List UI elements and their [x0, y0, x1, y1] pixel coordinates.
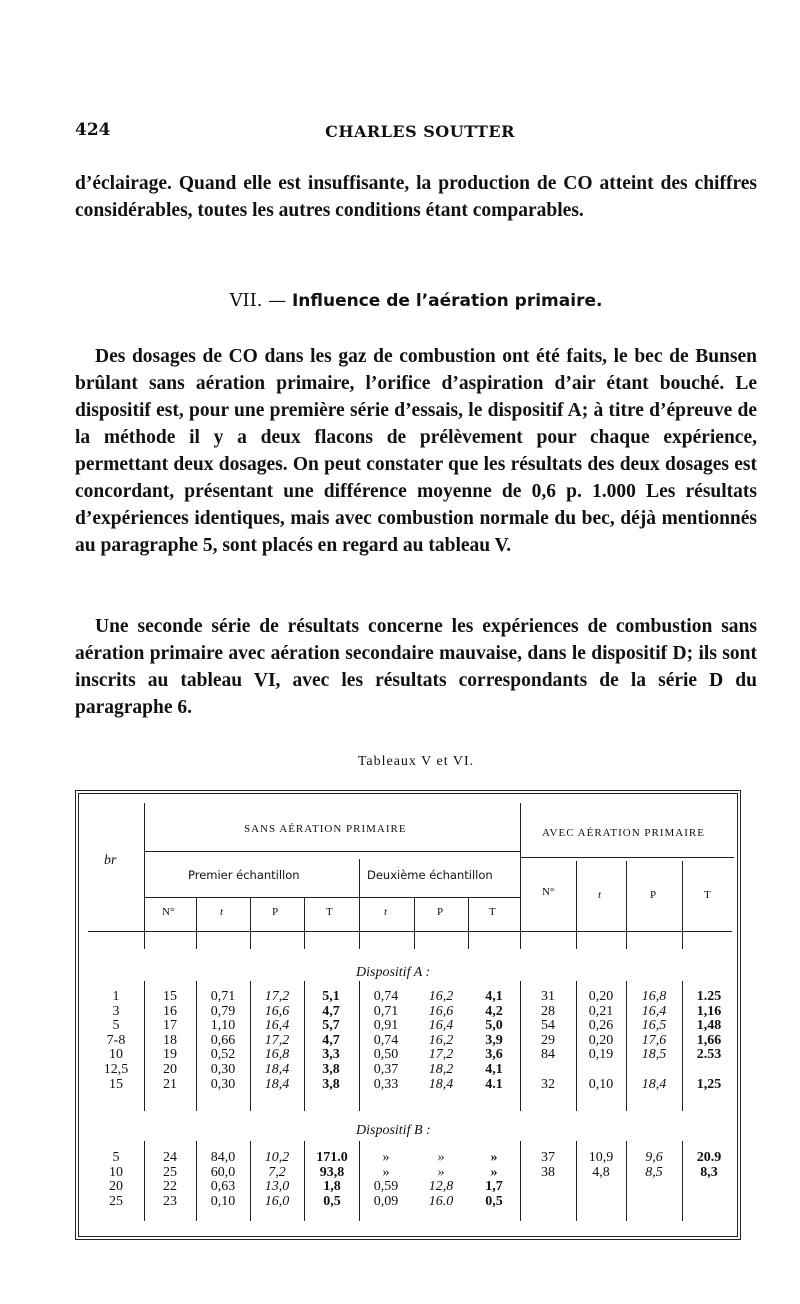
rule-e3 [304, 1141, 305, 1221]
cell: 2.53 [696, 1047, 722, 1063]
col-b-t2 [363, 1151, 409, 1209]
cell: 0,26 [588, 1018, 614, 1034]
rule-d5 [520, 981, 521, 1111]
col-a-T3 [686, 990, 732, 1092]
rule-d7 [626, 981, 627, 1111]
col-b-T2 [472, 1151, 516, 1209]
cell: 0,59 [373, 1179, 399, 1195]
cell: 17,6 [641, 1032, 667, 1048]
cell: 3,8 [322, 1076, 340, 1092]
header-t-1: t [220, 906, 224, 918]
rule-h4 [414, 897, 415, 949]
cell: 16,2 [428, 989, 454, 1004]
cell: 5,7 [322, 1018, 340, 1034]
cell: 5 [112, 1018, 120, 1034]
rule-d3 [304, 981, 305, 1111]
rule-e6 [576, 1141, 577, 1221]
paragraph-3 [75, 613, 757, 721]
col-a-p3 [630, 990, 678, 1092]
col-a-no [150, 990, 190, 1092]
cell: 25 [163, 1164, 177, 1180]
cell: 16,6 [264, 1003, 290, 1019]
header-deuxieme: Deuxième échantillon [367, 868, 493, 882]
rule-h8 [682, 861, 683, 949]
rule-e0 [144, 1141, 145, 1221]
cell: 0,66 [210, 1032, 236, 1048]
col-a-T2 [472, 990, 516, 1092]
cell: 16,8 [641, 989, 667, 1004]
cell: 4,1 [485, 1061, 503, 1077]
cell: 4,8 [592, 1164, 610, 1180]
paragraph-1 [75, 170, 757, 224]
header-T-1: T [326, 906, 333, 918]
cell: 16 [163, 1003, 177, 1019]
header-sans-aeration: SANS AÉRATION PRIMAIRE [244, 823, 407, 835]
cell: 29 [541, 1032, 555, 1048]
cell: 7,2 [268, 1164, 286, 1180]
cell: 10,2 [264, 1150, 290, 1165]
cell: 54 [541, 1018, 555, 1034]
cell: 16,4 [641, 1003, 667, 1019]
col-a-T1 [308, 990, 354, 1092]
cell: 4,1 [485, 989, 503, 1004]
cell: 20.9 [696, 1150, 722, 1165]
cell: 84 [541, 1047, 555, 1063]
header-avec-aeration: AVEC AÉRATION PRIMAIRE [542, 827, 705, 839]
header-P-1: P [272, 906, 279, 918]
col-a-t2 [363, 990, 409, 1092]
col-b-T1 [308, 1151, 356, 1209]
col-b-no [150, 1151, 190, 1209]
cell: 19 [163, 1047, 177, 1063]
cell: 18,4 [264, 1061, 290, 1077]
cell: 3,6 [485, 1047, 503, 1063]
header-P-3: P [650, 889, 657, 901]
rule-d6 [576, 981, 577, 1111]
cell: 1,25 [696, 1076, 722, 1092]
cell: 0,21 [588, 1003, 614, 1019]
rule-left-group [144, 803, 145, 949]
cell: 0,79 [210, 1003, 236, 1019]
cell: 0,09 [373, 1193, 399, 1209]
col-b-p2 [418, 1151, 464, 1209]
cell: 16,8 [264, 1047, 290, 1063]
rule-e2 [250, 1141, 251, 1221]
cell: 1,7 [485, 1179, 503, 1195]
header-premier: Premier échantillon [188, 868, 300, 882]
table-caption: Tableaux V et VI. [357, 754, 475, 769]
cell: 0,33 [373, 1076, 399, 1092]
cell: 18,2 [428, 1061, 454, 1077]
header-br: br [104, 853, 117, 868]
cell: 0,37 [373, 1061, 399, 1077]
cell: » [490, 1164, 498, 1180]
cell: 12,8 [428, 1179, 454, 1195]
cell: 0,74 [373, 1032, 399, 1048]
cell: 24 [163, 1150, 177, 1165]
subheader-dispositif-a: Dispositif A : [356, 965, 431, 980]
col-b-p1 [254, 1151, 300, 1209]
header-T-2: T [489, 906, 496, 918]
cell: 8,3 [700, 1164, 718, 1180]
cell: 0,63 [210, 1179, 236, 1195]
section-heading [75, 290, 757, 311]
cell: 7-8 [106, 1032, 126, 1048]
cell: 0,20 [588, 989, 614, 1004]
rule-d2 [250, 981, 251, 1111]
cell: 0,52 [210, 1047, 236, 1063]
col-b-p3 [630, 1151, 678, 1180]
page-header [75, 120, 765, 150]
rule-e1 [196, 1141, 197, 1221]
cell: 10,9 [588, 1150, 614, 1165]
data-table [75, 790, 741, 1240]
cell: 4.1 [485, 1076, 503, 1092]
cell: 17,2 [264, 989, 290, 1004]
cell: 15 [163, 989, 177, 1004]
rule-h3 [304, 897, 305, 949]
paragraph-2-text: Des dosages de CO dans les gaz de combustion ont été faits, le bec de Bunsen brûlant sans aération primaire, l’orifice d’aspiration d’air étant bouché. Le dispositif est, pour une première série d’essais, le dispositif A; à titre d’épreuve de la méthode il y a deux flacons de prélèvement pour chaque expérience, permettant deux dosages. On peut constater que les résultats des deux dosages est concordant, présentant une différence moyenne de 0,6 p. 1.000 Les résultats d’expériences identiques, mais avec combustion normale du bec, déjà mentionnés au paragraphe 5, sont placés en regard au tableau V. [75, 346, 757, 556]
cell: 9,6 [645, 1150, 663, 1165]
col-a-t1 [200, 990, 246, 1092]
header-T-3: T [704, 889, 711, 901]
col-a-p2 [418, 990, 464, 1092]
cell: 18,4 [641, 1076, 667, 1092]
header-t-2: t [384, 906, 388, 918]
cell: 38 [541, 1164, 555, 1180]
rule-header-bottom [88, 931, 732, 932]
cell: 0,20 [588, 1032, 614, 1048]
rule-h1 [196, 897, 197, 949]
cell: » [382, 1164, 390, 1180]
cell: » [437, 1150, 445, 1165]
cell: 0,5 [323, 1193, 341, 1209]
col-b-t3 [579, 1151, 623, 1180]
cell: 10 [109, 1164, 123, 1180]
cell: 1,48 [696, 1018, 722, 1034]
col-b-t1 [200, 1151, 246, 1209]
cell: 32 [541, 1076, 555, 1092]
rule-d0 [144, 981, 145, 1111]
cell: 20 [109, 1179, 123, 1195]
cell: 0,71 [210, 989, 236, 1004]
page-number: 424 [75, 120, 111, 140]
header-P-2: P [437, 906, 444, 918]
cell: 16,5 [641, 1018, 667, 1034]
cell: 5,0 [485, 1018, 503, 1034]
rule-e4 [359, 1141, 360, 1221]
col-b-T3 [686, 1151, 732, 1180]
cell: 16,4 [428, 1018, 454, 1034]
cell: 16,4 [264, 1018, 290, 1034]
cell: 20 [163, 1061, 177, 1077]
cell [579, 1063, 623, 1078]
cell: 16,6 [428, 1003, 454, 1019]
rule-h6 [576, 861, 577, 949]
paragraph-3-text: Une seconde série de résultats concerne les expériences de combustion sans aération primaire avec aération secondaire mauvaise, dans le dispositif D; ils sont inscrits au tableau VI, avec les résultats correspondants de la série D du paragraphe 6. [75, 616, 757, 718]
col-a-br [94, 990, 138, 1092]
cell: 4,2 [485, 1003, 503, 1019]
cell: » [490, 1150, 498, 1165]
cell: 37 [541, 1150, 555, 1165]
rule-e5 [520, 1141, 521, 1221]
cell: 60,0 [210, 1164, 236, 1180]
cell: 21 [163, 1076, 177, 1092]
cell: 4,7 [322, 1003, 340, 1019]
cell: 171.0 [316, 1150, 348, 1165]
cell: 0,30 [210, 1061, 236, 1077]
cell: 3,9 [485, 1032, 503, 1048]
rule-avec-group [520, 803, 521, 949]
cell: 17,2 [264, 1032, 290, 1048]
cell: 17,2 [428, 1047, 454, 1063]
cell: 0,10 [588, 1076, 614, 1092]
cell: 84,0 [210, 1150, 236, 1165]
rule-d4 [359, 981, 360, 1111]
header-no-3: N° [542, 886, 555, 898]
rule-sample-under [144, 897, 520, 898]
cell: » [437, 1164, 445, 1180]
cell: 23 [163, 1193, 177, 1209]
cell: 0,74 [373, 989, 399, 1004]
cell: 15 [109, 1076, 123, 1092]
cell: 8,5 [645, 1164, 663, 1180]
cell: 18,4 [428, 1076, 454, 1092]
cell: 31 [541, 989, 555, 1004]
paragraph-1-text: d’éclairage. Quand elle est insuffisante, la production de CO atteint des chiffres considérables, toutes les autres conditions étant comparables. [75, 173, 757, 221]
cell: 5,1 [322, 989, 340, 1004]
rule-avec-under [520, 857, 734, 858]
cell [630, 1063, 678, 1078]
cell: 3 [112, 1003, 120, 1019]
cell: 17 [163, 1018, 177, 1034]
cell: 18 [163, 1032, 177, 1048]
rule-d8 [682, 981, 683, 1111]
cell: 1,66 [696, 1032, 722, 1048]
running-head: CHARLES SOUTTER [325, 122, 515, 141]
cell: 93,8 [319, 1164, 345, 1180]
section-title: Influence de l’aération primaire. [291, 291, 603, 311]
col-a-p1 [254, 990, 300, 1092]
cell [686, 1063, 732, 1078]
rule-h5 [468, 897, 469, 949]
cell: 10 [109, 1047, 123, 1063]
rule-h7 [626, 861, 627, 949]
cell: 1.25 [696, 989, 722, 1004]
cell: 18,5 [641, 1047, 667, 1063]
cell: 4,7 [322, 1032, 340, 1048]
cell: 28 [541, 1003, 555, 1019]
cell: 13,0 [264, 1179, 290, 1195]
cell: 0,91 [373, 1018, 399, 1034]
cell: 0,19 [588, 1047, 614, 1063]
rule-e7 [626, 1141, 627, 1221]
cell: 0,71 [373, 1003, 399, 1019]
rule-d1 [196, 981, 197, 1111]
cell: 25 [109, 1193, 123, 1209]
cell: 3,8 [322, 1061, 340, 1077]
col-a-no3 [526, 990, 570, 1092]
section-number: VII. — [229, 290, 287, 311]
col-a-t3 [579, 990, 623, 1092]
subheader-dispositif-b: Dispositif B : [356, 1123, 431, 1138]
cell: 1 [112, 989, 120, 1004]
cell: 16,0 [264, 1193, 290, 1209]
rule-sample-split [359, 859, 360, 949]
cell: 12,5 [103, 1061, 129, 1077]
paragraph-2 [75, 343, 757, 559]
cell: 0,50 [373, 1047, 399, 1063]
col-b-br [94, 1151, 138, 1209]
cell: 3,3 [322, 1047, 340, 1063]
cell: » [382, 1150, 390, 1165]
cell: 1,8 [323, 1179, 341, 1195]
cell: 16.0 [428, 1193, 454, 1209]
cell: 1,16 [696, 1003, 722, 1019]
cell: 22 [163, 1179, 177, 1195]
col-b-no3 [526, 1151, 570, 1180]
cell: 16,2 [428, 1032, 454, 1048]
cell: 0,30 [210, 1076, 236, 1092]
cell: 0,5 [485, 1193, 503, 1209]
cell [526, 1063, 570, 1078]
header-no-1: N° [162, 906, 175, 918]
rule-h2 [250, 897, 251, 949]
rule-e8 [682, 1141, 683, 1221]
rule-sans-under [144, 851, 520, 852]
cell: 0,10 [210, 1193, 236, 1209]
header-t-3: t [598, 889, 602, 901]
cell: 5 [112, 1150, 120, 1165]
cell: 18,4 [264, 1076, 290, 1092]
cell: 1,10 [210, 1018, 236, 1034]
